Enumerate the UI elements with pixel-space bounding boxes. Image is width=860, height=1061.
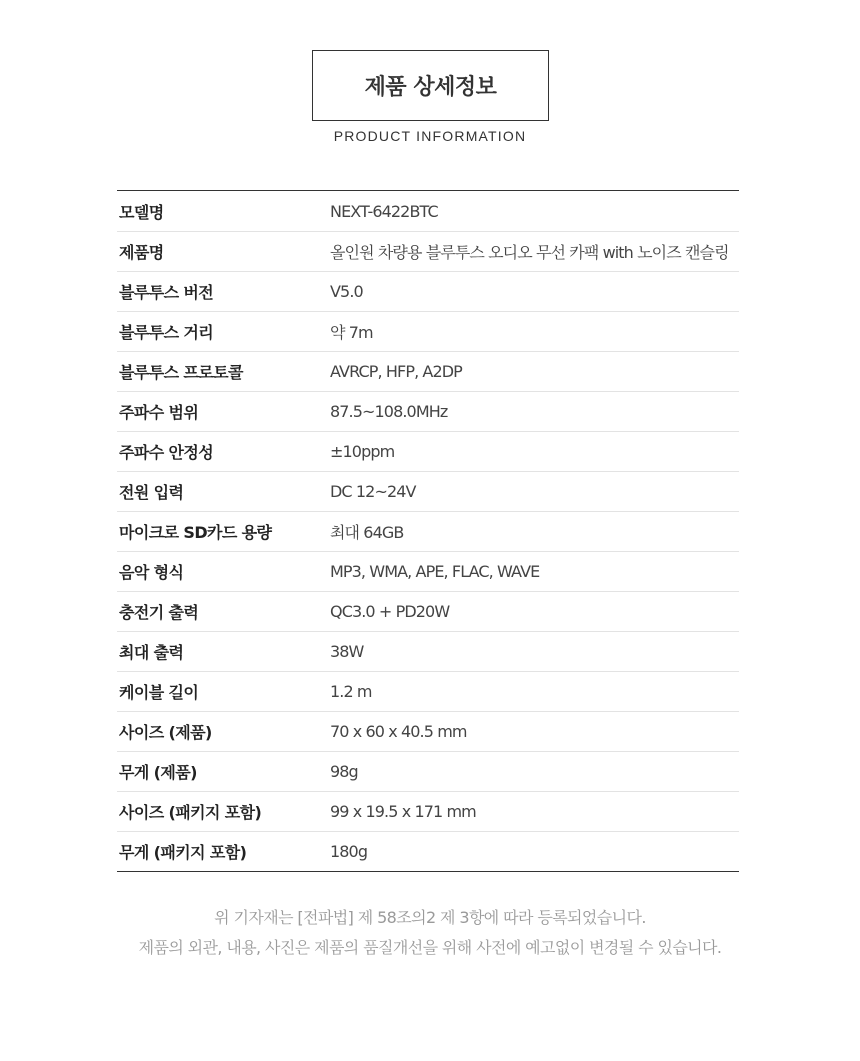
spec-row-bluetooth-protocol [117,351,739,391]
spec-value: DC 12~24V [330,482,416,501]
spec-table [117,190,739,872]
spec-row-frequency-range [117,391,739,431]
spec-value: ±10ppm [330,442,395,461]
page-title: 제품 상세정보 [364,75,497,100]
spec-row-max-output [117,631,739,671]
spec-row-cable-length [117,671,739,711]
spec-row-sd-capacity [117,511,739,551]
spec-value: 약 7m [330,323,373,342]
spec-label: 무게 (제품) [119,763,197,782]
spec-row-power-input [117,471,739,511]
spec-row-package-size [117,791,739,831]
spec-value: 87.5~108.0MHz [330,402,448,421]
title-box [312,50,549,121]
spec-label: 최대 출력 [119,643,184,662]
spec-label: 케이블 길이 [119,683,199,702]
spec-label: 음악 형식 [119,563,184,582]
spec-value: 올인원 차량용 블루투스 오디오 무선 카팩 with 노이즈 캔슬링 [330,243,729,262]
spec-row-charger-output [117,591,739,631]
spec-row-music-format [117,551,739,591]
spec-value: 1.2 m [330,682,372,701]
spec-row-model-name [117,191,739,231]
spec-row-package-weight [117,831,739,871]
spec-label: 블루투스 프로토콜 [119,363,243,382]
spec-value: V5.0 [330,282,363,301]
spec-row-bluetooth-range [117,311,739,351]
notice-line-disclaimer: 제품의 외관, 내용, 사진은 제품의 품질개선을 위해 사전에 예고없이 변경될 수 있습니다. [138,938,722,957]
page-subtitle: PRODUCT INFORMATION [333,128,527,144]
spec-label: 제품명 [119,243,164,262]
spec-label: 사이즈 (제품) [119,723,212,742]
spec-label: 블루투스 버전 [119,283,214,302]
spec-value: 최대 64GB [330,523,404,542]
notice-text [0,903,860,963]
spec-value: 70 x 60 x 40.5 mm [330,722,467,741]
spec-value: AVRCP, HFP, A2DP [330,362,462,381]
spec-value: NEXT-6422BTC [330,201,438,221]
spec-label: 마이크로 SD카드 용량 [119,523,272,542]
spec-row-product-name [117,231,739,271]
spec-value: 180g [330,842,368,861]
spec-row-product-weight [117,751,739,791]
spec-value: 38W [330,642,364,661]
spec-value: MP3, WMA, APE, FLAC, WAVE [330,562,540,581]
spec-label: 무게 (패키지 포함) [119,843,247,862]
spec-label: 블루투스 거리 [119,323,214,342]
spec-label: 전원 입력 [119,483,184,502]
spec-label: 모델명 [119,202,164,222]
spec-row-product-size [117,711,739,751]
spec-label: 주파수 안정성 [119,443,214,462]
spec-label: 사이즈 (패키지 포함) [119,803,262,822]
spec-label: 주파수 범위 [119,403,199,422]
spec-value: 98g [330,762,358,781]
spec-row-bluetooth-version [117,271,739,311]
spec-label: 충전기 출력 [119,603,199,622]
spec-row-frequency-stability [117,431,739,471]
spec-value: QC3.0 + PD20W [330,602,450,621]
spec-value: 99 x 19.5 x 171 mm [330,802,476,821]
notice-line-registration: 위 기자재는 [전파법] 제 58조의2 제 3항에 따라 등록되었습니다. [214,908,646,927]
